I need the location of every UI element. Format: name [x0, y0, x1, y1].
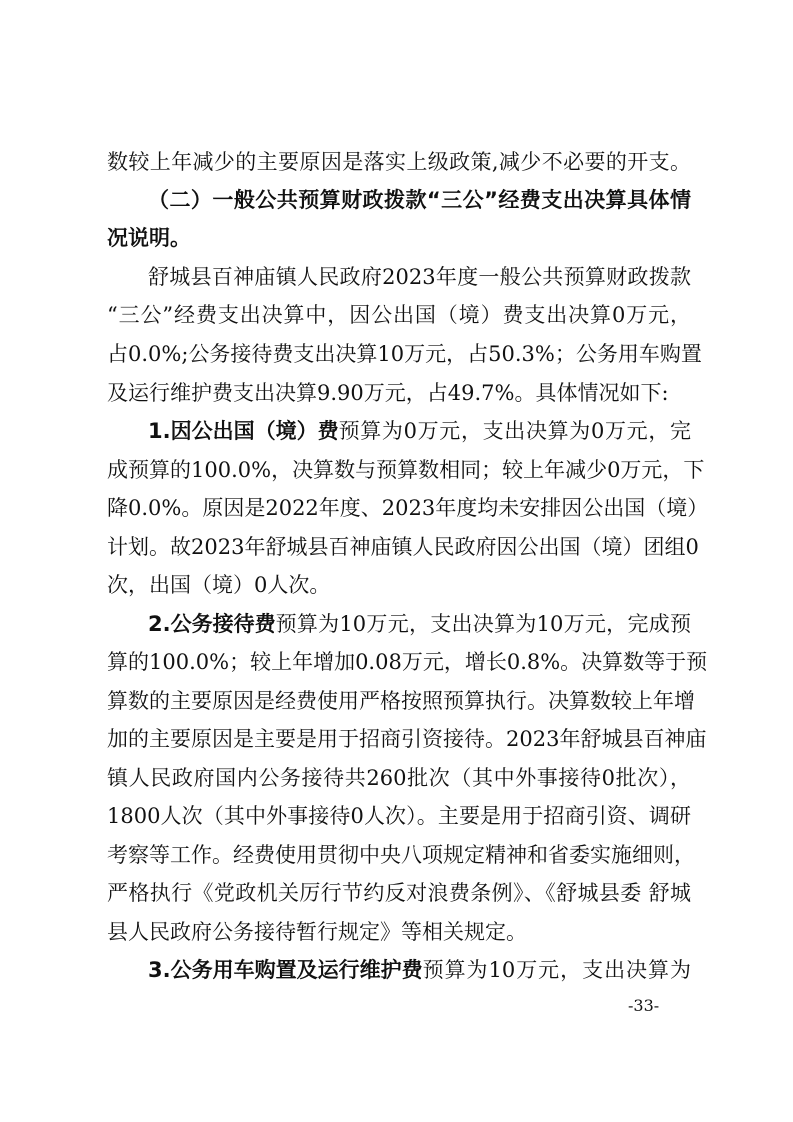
item-2-text: 预算为10万元，支出决算为10万元，完成预 — [275, 612, 691, 636]
section-heading: （二）一般公共预算财政拨款“三公”经费支出决算具体情 — [148, 188, 691, 212]
page-number: -33- — [628, 996, 660, 1015]
paragraph-line: 成预算的100.0%，决算数与预算数相同；较上年减少0万元，下 — [107, 458, 705, 482]
paragraph-line: 数较上年减少的主要原因是落实上级政策,减少不必要的开支。 — [107, 150, 691, 174]
paragraph-line: 1800人次（其中外事接待0人次）。主要是用于招商引资、调研 — [107, 804, 691, 828]
paragraph-line: 考察等工作。经费使用贯彻中央八项规定精神和省委实施细则， — [107, 843, 695, 867]
paragraph-line: 计划。故2023年舒城县百神庙镇人民政府因公出国（境）团组0 — [107, 535, 699, 559]
item-3-label: 3.公务用车购置及运行维护费 — [148, 958, 423, 982]
paragraph-line: 县人民政府公务接待暂行规定》等相关规定。 — [107, 920, 527, 944]
item-1-text: 预算为0万元，支出决算为0万元，完 — [338, 419, 691, 443]
paragraph-line: 舒城县百神庙镇人民政府2023年度一般公共预算财政拨款 — [148, 265, 691, 289]
paragraph-line: 镇人民政府国内公务接待共260批次（其中外事接待0批次）， — [107, 766, 691, 790]
paragraph-line: 严格执行《党政机关厉行节约反对浪费条例》、《舒城县委 舒城 — [107, 881, 691, 905]
paragraph-line: 算数的主要原因是经费使用严格按照预算执行。决算数较上年增 — [107, 689, 695, 713]
paragraph-line: “三公”经费支出决算中，因公出国（境）费支出决算0万元， — [107, 303, 691, 327]
paragraph-line: 次，出国（境）0人次。 — [107, 573, 331, 597]
paragraph-line: 占0.0%;公务接待费支出决算10万元，占50.3%；公务用车购置 — [107, 342, 702, 366]
paragraph-line: 降0.0%。原因是2022年度、2023年度均未安排因公出国（境） — [107, 496, 709, 520]
item-3-text: 预算为10万元，支出决算为 — [422, 958, 691, 982]
item-3-first-line — [148, 952, 691, 988]
item-2-label: 2.公务接待费 — [148, 612, 276, 636]
section-heading-continuation: 况说明。 — [107, 226, 191, 250]
paragraph-line: 算的100.0%；较上年增加0.08万元，增长0.8%。决算数等于预 — [107, 650, 708, 674]
item-2-first-line — [148, 606, 691, 642]
item-1-first-line — [148, 413, 691, 449]
paragraph-line: 加的主要原因是主要是用于招商引资接待。2023年舒城县百神庙 — [107, 727, 707, 751]
item-1-label: 1.因公出国（境）费 — [148, 419, 339, 443]
paragraph-line: 及运行维护费支出决算9.90万元，占49.7%。具体情况如下: — [107, 381, 669, 405]
